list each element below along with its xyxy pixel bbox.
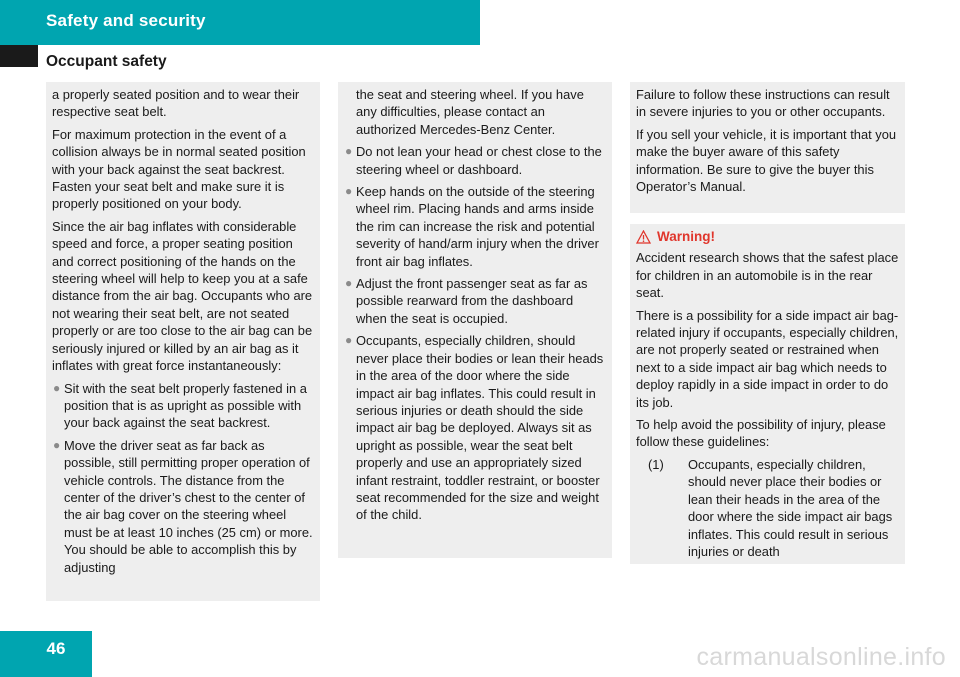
- paragraph: For maximum protection in the event of a collision always be in normal seated position with your back against the seat backrest. Fasten your seat belt and make sure it is properly positioned on your body.: [52, 126, 306, 212]
- paragraph: Accident research shows that the safest place for children in an automobile is in the rear seat.: [636, 250, 899, 301]
- text-column-2: [338, 82, 612, 558]
- list-item: [344, 183, 606, 270]
- paragraph: To help avoid the possibility of injury, please follow these guidelines:: [636, 417, 886, 450]
- section-title: Occupant safety: [46, 53, 167, 70]
- warning-triangle-icon: [636, 230, 651, 244]
- paragraph: a properly seated position and to wear their respective seat belt.: [52, 87, 300, 120]
- list-item-text: Do not lean your head or chest close to the steering wheel or dashboard.: [356, 144, 602, 177]
- paragraph: Failure to follow these instructions can result in severe injuries to you or other occupants.: [636, 87, 890, 120]
- numbered-item: [636, 456, 899, 560]
- text-column-3-top: [630, 82, 905, 213]
- bullet-icon: ●: [53, 437, 61, 452]
- bullet-list: [52, 380, 314, 576]
- warning-label: Warning!: [657, 229, 715, 244]
- list-item-text: Sit with the seat belt properly fastened in a position that is as upright as possible with your back against the seat backrest.: [64, 380, 307, 431]
- bullet-icon: ●: [345, 144, 353, 159]
- chapter-title: Safety and security: [46, 11, 206, 30]
- item-text: Occupants, especially children, should never place their bodies or lean their heads in the area of the door where the side impact air bags inflates. This could result in serious injuries or death: [688, 456, 893, 559]
- list-item-text: Move the driver seat as far back as possible, still permitting proper operation of vehicle controls. The distance from the center of the driver’s chest to the center of the air bag cover on the steering wheel must be at least 10 inches (25 cm) or more. You should be able to accomplish this by adjusting: [64, 437, 313, 575]
- bullet-icon: ●: [345, 276, 353, 291]
- list-item: [344, 332, 606, 523]
- warning-box: [630, 224, 905, 564]
- bullet-icon: ●: [345, 333, 353, 348]
- page-number-box: [0, 631, 92, 677]
- text-column-1: [46, 82, 320, 601]
- list-item: [344, 275, 606, 327]
- list-item-text: Adjust the front passenger seat as far as possible rearward from the dashboard when the seat is occupied.: [356, 276, 588, 326]
- paragraph: Since the air bag inflates with considerable speed and force, a proper seating position and correct positioning of the hands on the steering wheel will help to keep you at a safe distance from the air bag. Occupants who are not wearing their seat belt, are not seated properly or are too close to the air bag can be seriously injured or killed by an air bag as it inflates with great force instantaneously:: [52, 218, 313, 374]
- chapter-header-bar: [0, 0, 480, 45]
- warning-heading: [636, 228, 899, 245]
- list-item-text: Occupants, especially children, should never place their bodies or lean their heads in the area of the door where the side impact air bag inflates. This could result in serious injuries or death should the side impact air bag be deployed. Always sit as upright as possible, wear the seat belt properly and use an appropriately sized infant restraint, toddler restraint, or booster seat recommended for the size and weight of the child.: [356, 333, 604, 523]
- list-item: [52, 437, 314, 576]
- item-number: (1): [648, 456, 664, 472]
- bullet-icon: ●: [345, 184, 353, 199]
- watermark: carmanualsonline.info: [696, 643, 946, 671]
- list-item: [344, 143, 606, 178]
- list-item-text: Keep hands on the outside of the steering wheel rim. Placing hands and arms inside the rim can increase the risk and potential severity of hand/arm injury when the driver front air bag inflates.: [356, 184, 599, 269]
- section-marker: [0, 45, 38, 67]
- paragraph: There is a possibility for a side impact air bag-related injury if occupants, especially children, are not properly seated or restrained when next to a side impact air bag which needs to deploy rapidly in a side impact in order to do its job.: [636, 307, 899, 410]
- list-item: [52, 380, 314, 432]
- bullet-icon: ●: [53, 380, 61, 395]
- paragraph: If you sell your vehicle, it is important that you make the buyer aware of this safety information. Be sure to give the buyer this Operator’s Manual.: [636, 126, 897, 195]
- page-number: 46: [46, 639, 66, 658]
- paragraph: the seat and steering wheel. If you have any difficulties, please contact an authorized Mercedes-Benz Center.: [356, 87, 584, 137]
- bullet-list: [344, 143, 606, 524]
